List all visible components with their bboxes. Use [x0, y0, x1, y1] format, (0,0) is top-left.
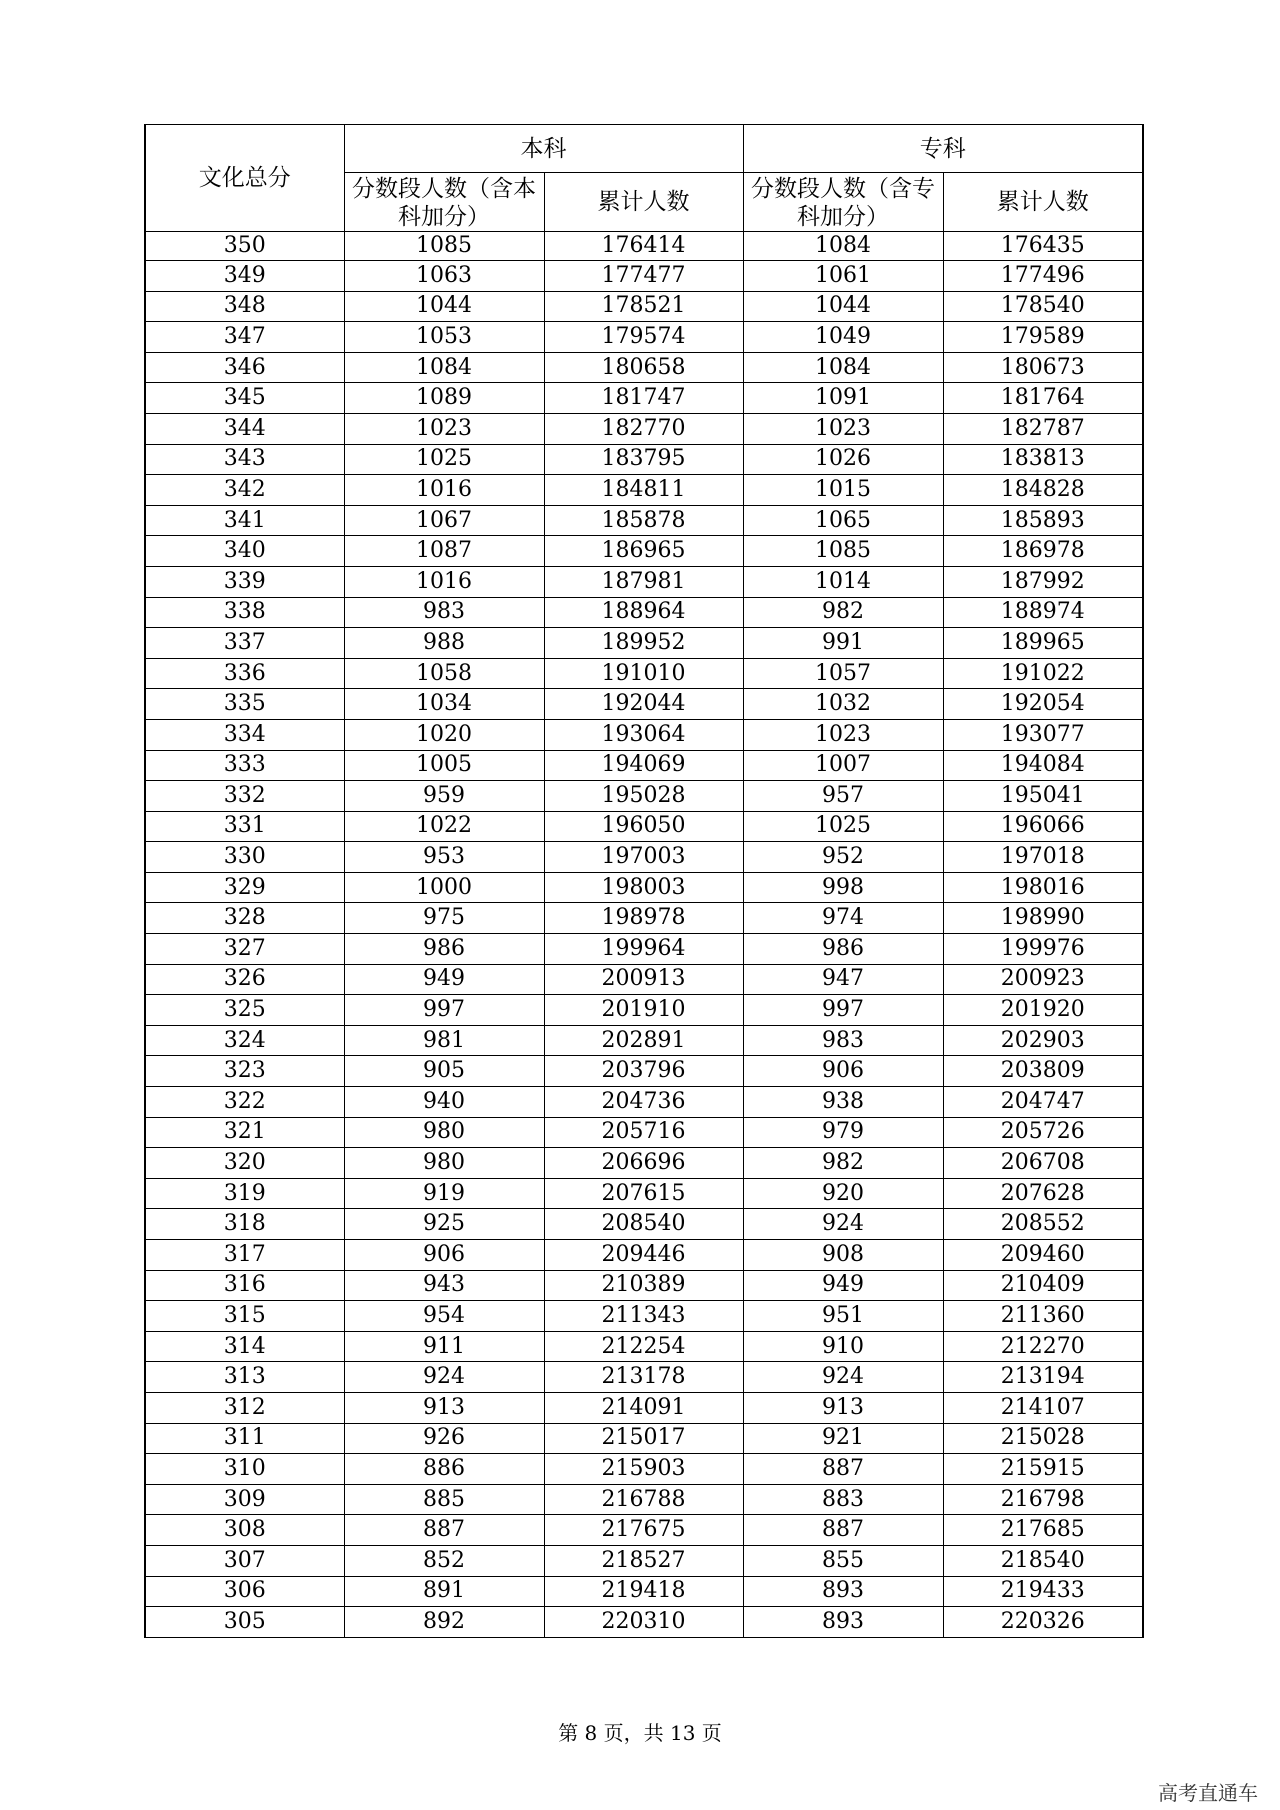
- cell-junior-college-count: 1026: [743, 444, 943, 475]
- cell-junior-college-count: 1007: [743, 750, 943, 781]
- cell-score: 337: [145, 628, 344, 659]
- table-row: [145, 475, 1143, 506]
- header-junior-college-cumulative: 累计人数: [943, 173, 1143, 232]
- table-row: [145, 1454, 1143, 1485]
- cell-undergraduate-cumulative: 200913: [544, 964, 743, 995]
- cell-score: 325: [145, 995, 344, 1026]
- cell-junior-college-cumulative: 184828: [943, 475, 1143, 506]
- cell-score: 309: [145, 1484, 344, 1515]
- cell-score: 347: [145, 322, 344, 353]
- table-row: [145, 872, 1143, 903]
- cell-undergraduate-count: 887: [344, 1515, 544, 1546]
- cell-junior-college-cumulative: 194084: [943, 750, 1143, 781]
- cell-junior-college-count: 855: [743, 1545, 943, 1576]
- cell-junior-college-count: 991: [743, 628, 943, 659]
- cell-junior-college-count: 1065: [743, 505, 943, 536]
- cell-score: 344: [145, 413, 344, 444]
- cell-undergraduate-cumulative: 203796: [544, 1056, 743, 1087]
- table-row: [145, 1484, 1143, 1515]
- cell-undergraduate-count: 924: [344, 1362, 544, 1393]
- cell-undergraduate-cumulative: 180658: [544, 352, 743, 383]
- cell-undergraduate-cumulative: 197003: [544, 842, 743, 873]
- cell-score: 324: [145, 1025, 344, 1056]
- cell-undergraduate-count: 1020: [344, 719, 544, 750]
- table-row: [145, 1576, 1143, 1607]
- cell-junior-college-cumulative: 207628: [943, 1178, 1143, 1209]
- cell-junior-college-cumulative: 195041: [943, 781, 1143, 812]
- cell-undergraduate-cumulative: 189952: [544, 628, 743, 659]
- table-row: [145, 1270, 1143, 1301]
- cell-junior-college-cumulative: 200923: [943, 964, 1143, 995]
- cell-undergraduate-count: 986: [344, 934, 544, 965]
- cell-junior-college-count: 998: [743, 872, 943, 903]
- cell-junior-college-cumulative: 198990: [943, 903, 1143, 934]
- cell-undergraduate-count: 980: [344, 1117, 544, 1148]
- cell-undergraduate-cumulative: 198003: [544, 872, 743, 903]
- cell-undergraduate-count: 1034: [344, 689, 544, 720]
- cell-junior-college-cumulative: 217685: [943, 1515, 1143, 1546]
- header-score: 文化总分: [145, 125, 344, 232]
- cell-undergraduate-count: 1053: [344, 322, 544, 353]
- cell-score: 322: [145, 1087, 344, 1118]
- table-row: [145, 413, 1143, 444]
- cell-score: 343: [145, 444, 344, 475]
- cell-junior-college-cumulative: 180673: [943, 352, 1143, 383]
- cell-score: 339: [145, 566, 344, 597]
- table-row: [145, 383, 1143, 414]
- cell-undergraduate-cumulative: 208540: [544, 1209, 743, 1240]
- cell-junior-college-cumulative: 176435: [943, 232, 1143, 261]
- cell-junior-college-count: 951: [743, 1301, 943, 1332]
- cell-junior-college-cumulative: 177496: [943, 261, 1143, 292]
- cell-junior-college-cumulative: 208552: [943, 1209, 1143, 1240]
- cell-undergraduate-cumulative: 177477: [544, 261, 743, 292]
- header-undergraduate-cumulative: 累计人数: [544, 173, 743, 232]
- cell-undergraduate-count: 913: [344, 1392, 544, 1423]
- cell-undergraduate-count: 925: [344, 1209, 544, 1240]
- cell-undergraduate-cumulative: 202891: [544, 1025, 743, 1056]
- cell-undergraduate-cumulative: 213178: [544, 1362, 743, 1393]
- cell-undergraduate-cumulative: 199964: [544, 934, 743, 965]
- cell-undergraduate-count: 943: [344, 1270, 544, 1301]
- cell-score: 340: [145, 536, 344, 567]
- cell-score: 308: [145, 1515, 344, 1546]
- cell-junior-college-cumulative: 199976: [943, 934, 1143, 965]
- cell-score: 336: [145, 658, 344, 689]
- cell-undergraduate-count: 983: [344, 597, 544, 628]
- table-row: [145, 1117, 1143, 1148]
- table-row: [145, 1515, 1143, 1546]
- table-row: [145, 1545, 1143, 1576]
- cell-junior-college-count: 952: [743, 842, 943, 873]
- cell-junior-college-cumulative: 178540: [943, 291, 1143, 322]
- cell-undergraduate-cumulative: 182770: [544, 413, 743, 444]
- table-row: [145, 597, 1143, 628]
- watermark: 高考直通车: [1158, 1781, 1258, 1805]
- cell-undergraduate-count: 940: [344, 1087, 544, 1118]
- cell-junior-college-count: 982: [743, 597, 943, 628]
- cell-junior-college-count: 887: [743, 1515, 943, 1546]
- table-row: [145, 352, 1143, 383]
- table-row: [145, 1209, 1143, 1240]
- score-distribution-table: [144, 124, 1144, 1638]
- cell-undergraduate-count: 954: [344, 1301, 544, 1332]
- cell-junior-college-count: 1023: [743, 719, 943, 750]
- cell-score: 341: [145, 505, 344, 536]
- cell-undergraduate-cumulative: 184811: [544, 475, 743, 506]
- cell-junior-college-cumulative: 205726: [943, 1117, 1143, 1148]
- cell-score: 338: [145, 597, 344, 628]
- table-row: [145, 1148, 1143, 1179]
- table-row: [145, 995, 1143, 1026]
- cell-undergraduate-cumulative: 209446: [544, 1240, 743, 1271]
- cell-junior-college-cumulative: 211360: [943, 1301, 1143, 1332]
- cell-junior-college-cumulative: 204747: [943, 1087, 1143, 1118]
- table-row: [145, 811, 1143, 842]
- table-row: [145, 444, 1143, 475]
- cell-score: 333: [145, 750, 344, 781]
- cell-undergraduate-cumulative: 178521: [544, 291, 743, 322]
- cell-undergraduate-cumulative: 210389: [544, 1270, 743, 1301]
- table-row: [145, 628, 1143, 659]
- cell-junior-college-count: 982: [743, 1148, 943, 1179]
- cell-undergraduate-cumulative: 198978: [544, 903, 743, 934]
- cell-undergraduate-count: 885: [344, 1484, 544, 1515]
- cell-undergraduate-count: 1022: [344, 811, 544, 842]
- cell-junior-college-cumulative: 179589: [943, 322, 1143, 353]
- cell-junior-college-count: 986: [743, 934, 943, 965]
- cell-junior-college-count: 1091: [743, 383, 943, 414]
- cell-score: 318: [145, 1209, 344, 1240]
- cell-undergraduate-count: 975: [344, 903, 544, 934]
- cell-score: 327: [145, 934, 344, 965]
- cell-score: 345: [145, 383, 344, 414]
- cell-junior-college-count: 1084: [743, 352, 943, 383]
- cell-undergraduate-count: 906: [344, 1240, 544, 1271]
- cell-score: 319: [145, 1178, 344, 1209]
- table-row: [145, 536, 1143, 567]
- cell-junior-college-cumulative: 206708: [943, 1148, 1143, 1179]
- cell-undergraduate-cumulative: 211343: [544, 1301, 743, 1332]
- cell-undergraduate-count: 852: [344, 1545, 544, 1576]
- cell-junior-college-count: 910: [743, 1331, 943, 1362]
- cell-undergraduate-cumulative: 218527: [544, 1545, 743, 1576]
- cell-undergraduate-cumulative: 219418: [544, 1576, 743, 1607]
- cell-undergraduate-cumulative: 215017: [544, 1423, 743, 1454]
- cell-score: 316: [145, 1270, 344, 1301]
- cell-undergraduate-cumulative: 204736: [544, 1087, 743, 1118]
- cell-undergraduate-cumulative: 205716: [544, 1117, 743, 1148]
- cell-junior-college-cumulative: 186978: [943, 536, 1143, 567]
- cell-undergraduate-cumulative: 206696: [544, 1148, 743, 1179]
- table-row: [145, 719, 1143, 750]
- table-row: [145, 750, 1143, 781]
- cell-score: 329: [145, 872, 344, 903]
- cell-junior-college-count: 906: [743, 1056, 943, 1087]
- cell-junior-college-count: 921: [743, 1423, 943, 1454]
- cell-undergraduate-cumulative: 183795: [544, 444, 743, 475]
- cell-junior-college-cumulative: 212270: [943, 1331, 1143, 1362]
- table-row: [145, 1423, 1143, 1454]
- table-row: [145, 781, 1143, 812]
- table-row: [145, 291, 1143, 322]
- table-row: [145, 964, 1143, 995]
- cell-junior-college-cumulative: 196066: [943, 811, 1143, 842]
- cell-junior-college-count: 883: [743, 1484, 943, 1515]
- cell-undergraduate-cumulative: 216788: [544, 1484, 743, 1515]
- cell-undergraduate-count: 926: [344, 1423, 544, 1454]
- cell-undergraduate-cumulative: 191010: [544, 658, 743, 689]
- table-row: [145, 689, 1143, 720]
- cell-junior-college-count: 1057: [743, 658, 943, 689]
- cell-score: 330: [145, 842, 344, 873]
- table-row: [145, 232, 1143, 261]
- cell-undergraduate-cumulative: 217675: [544, 1515, 743, 1546]
- table-row: [145, 1087, 1143, 1118]
- cell-junior-college-count: 947: [743, 964, 943, 995]
- cell-undergraduate-count: 1084: [344, 352, 544, 383]
- cell-junior-college-cumulative: 203809: [943, 1056, 1143, 1087]
- cell-undergraduate-cumulative: 187981: [544, 566, 743, 597]
- table-row: [145, 322, 1143, 353]
- cell-junior-college-count: 924: [743, 1362, 943, 1393]
- cell-junior-college-cumulative: 187992: [943, 566, 1143, 597]
- table-row: [145, 1362, 1143, 1393]
- cell-junior-college-cumulative: 191022: [943, 658, 1143, 689]
- cell-score: 320: [145, 1148, 344, 1179]
- cell-junior-college-count: 949: [743, 1270, 943, 1301]
- cell-junior-college-count: 1084: [743, 232, 943, 261]
- cell-undergraduate-cumulative: 176414: [544, 232, 743, 261]
- cell-junior-college-cumulative: 197018: [943, 842, 1143, 873]
- cell-score: 331: [145, 811, 344, 842]
- cell-score: 332: [145, 781, 344, 812]
- cell-score: 349: [145, 261, 344, 292]
- table-header: [145, 125, 1143, 232]
- cell-undergraduate-cumulative: 214091: [544, 1392, 743, 1423]
- cell-junior-college-count: 1014: [743, 566, 943, 597]
- cell-junior-college-cumulative: 181764: [943, 383, 1143, 414]
- cell-undergraduate-count: 919: [344, 1178, 544, 1209]
- cell-undergraduate-count: 892: [344, 1607, 544, 1638]
- cell-junior-college-count: 974: [743, 903, 943, 934]
- cell-undergraduate-count: 1087: [344, 536, 544, 567]
- cell-undergraduate-count: 1016: [344, 566, 544, 597]
- cell-undergraduate-cumulative: 192044: [544, 689, 743, 720]
- cell-undergraduate-count: 886: [344, 1454, 544, 1485]
- cell-junior-college-cumulative: 219433: [943, 1576, 1143, 1607]
- cell-junior-college-cumulative: 202903: [943, 1025, 1143, 1056]
- cell-undergraduate-cumulative: 186965: [544, 536, 743, 567]
- cell-junior-college-count: 924: [743, 1209, 943, 1240]
- cell-undergraduate-count: 1016: [344, 475, 544, 506]
- cell-undergraduate-count: 959: [344, 781, 544, 812]
- cell-undergraduate-cumulative: 193064: [544, 719, 743, 750]
- cell-junior-college-count: 893: [743, 1607, 943, 1638]
- cell-undergraduate-cumulative: 220310: [544, 1607, 743, 1638]
- cell-undergraduate-cumulative: 207615: [544, 1178, 743, 1209]
- cell-junior-college-cumulative: 193077: [943, 719, 1143, 750]
- cell-score: 348: [145, 291, 344, 322]
- table-row: [145, 1607, 1143, 1638]
- cell-junior-college-cumulative: 215915: [943, 1454, 1143, 1485]
- cell-score: 314: [145, 1331, 344, 1362]
- cell-undergraduate-count: 1085: [344, 232, 544, 261]
- cell-undergraduate-cumulative: 212254: [544, 1331, 743, 1362]
- cell-junior-college-count: 983: [743, 1025, 943, 1056]
- cell-score: 346: [145, 352, 344, 383]
- cell-undergraduate-cumulative: 194069: [544, 750, 743, 781]
- cell-score: 312: [145, 1392, 344, 1423]
- header-junior-college: 专科: [743, 125, 1143, 173]
- cell-junior-college-count: 1015: [743, 475, 943, 506]
- cell-junior-college-count: 1061: [743, 261, 943, 292]
- cell-junior-college-count: 1025: [743, 811, 943, 842]
- cell-junior-college-cumulative: 218540: [943, 1545, 1143, 1576]
- cell-score: 305: [145, 1607, 344, 1638]
- cell-score: 317: [145, 1240, 344, 1271]
- cell-junior-college-cumulative: 182787: [943, 413, 1143, 444]
- cell-undergraduate-count: 1058: [344, 658, 544, 689]
- cell-undergraduate-count: 1000: [344, 872, 544, 903]
- cell-score: 335: [145, 689, 344, 720]
- cell-junior-college-cumulative: 209460: [943, 1240, 1143, 1271]
- cell-undergraduate-cumulative: 179574: [544, 322, 743, 353]
- cell-undergraduate-cumulative: 201910: [544, 995, 743, 1026]
- cell-junior-college-cumulative: 210409: [943, 1270, 1143, 1301]
- cell-junior-college-count: 1032: [743, 689, 943, 720]
- cell-undergraduate-count: 1067: [344, 505, 544, 536]
- cell-score: 306: [145, 1576, 344, 1607]
- cell-junior-college-count: 887: [743, 1454, 943, 1485]
- cell-undergraduate-count: 1063: [344, 261, 544, 292]
- cell-undergraduate-count: 1023: [344, 413, 544, 444]
- cell-junior-college-cumulative: 213194: [943, 1362, 1143, 1393]
- cell-undergraduate-cumulative: 196050: [544, 811, 743, 842]
- cell-undergraduate-count: 905: [344, 1056, 544, 1087]
- table-row: [145, 903, 1143, 934]
- cell-score: 342: [145, 475, 344, 506]
- table-row: [145, 566, 1143, 597]
- cell-junior-college-count: 938: [743, 1087, 943, 1118]
- cell-undergraduate-cumulative: 195028: [544, 781, 743, 812]
- cell-junior-college-count: 997: [743, 995, 943, 1026]
- cell-score: 350: [145, 232, 344, 261]
- cell-undergraduate-count: 1005: [344, 750, 544, 781]
- cell-score: 311: [145, 1423, 344, 1454]
- cell-junior-college-cumulative: 192054: [943, 689, 1143, 720]
- header-undergraduate-count: 分数段人数（含本科加分）: [344, 173, 544, 232]
- cell-score: 313: [145, 1362, 344, 1393]
- table-row: [145, 1392, 1143, 1423]
- cell-undergraduate-count: 891: [344, 1576, 544, 1607]
- cell-junior-college-count: 913: [743, 1392, 943, 1423]
- cell-undergraduate-cumulative: 215903: [544, 1454, 743, 1485]
- cell-junior-college-cumulative: 220326: [943, 1607, 1143, 1638]
- cell-junior-college-cumulative: 216798: [943, 1484, 1143, 1515]
- cell-score: 328: [145, 903, 344, 934]
- cell-undergraduate-cumulative: 188964: [544, 597, 743, 628]
- cell-undergraduate-count: 911: [344, 1331, 544, 1362]
- header-junior-college-count: 分数段人数（含专科加分）: [743, 173, 943, 232]
- cell-junior-college-cumulative: 201920: [943, 995, 1143, 1026]
- table-row: [145, 1301, 1143, 1332]
- cell-junior-college-cumulative: 198016: [943, 872, 1143, 903]
- cell-junior-college-count: 893: [743, 1576, 943, 1607]
- cell-score: 321: [145, 1117, 344, 1148]
- cell-undergraduate-count: 997: [344, 995, 544, 1026]
- cell-undergraduate-count: 1025: [344, 444, 544, 475]
- cell-junior-college-count: 1085: [743, 536, 943, 567]
- cell-junior-college-count: 908: [743, 1240, 943, 1271]
- table-row: [145, 1178, 1143, 1209]
- cell-junior-college-cumulative: 183813: [943, 444, 1143, 475]
- cell-junior-college-cumulative: 215028: [943, 1423, 1143, 1454]
- page-indicator: 第 8 页，共 13 页: [558, 1721, 722, 1745]
- cell-undergraduate-count: 980: [344, 1148, 544, 1179]
- cell-undergraduate-count: 988: [344, 628, 544, 659]
- table-body: [145, 232, 1143, 1638]
- cell-junior-college-cumulative: 188974: [943, 597, 1143, 628]
- cell-undergraduate-count: 1089: [344, 383, 544, 414]
- cell-junior-college-count: 979: [743, 1117, 943, 1148]
- cell-undergraduate-count: 1044: [344, 291, 544, 322]
- cell-score: 326: [145, 964, 344, 995]
- cell-undergraduate-cumulative: 181747: [544, 383, 743, 414]
- cell-junior-college-cumulative: 189965: [943, 628, 1143, 659]
- cell-score: 334: [145, 719, 344, 750]
- cell-undergraduate-cumulative: 185878: [544, 505, 743, 536]
- cell-score: 315: [145, 1301, 344, 1332]
- cell-junior-college-count: 1044: [743, 291, 943, 322]
- cell-undergraduate-count: 981: [344, 1025, 544, 1056]
- cell-junior-college-cumulative: 214107: [943, 1392, 1143, 1423]
- cell-junior-college-count: 957: [743, 781, 943, 812]
- table-row: [145, 934, 1143, 965]
- cell-score: 323: [145, 1056, 344, 1087]
- cell-undergraduate-count: 953: [344, 842, 544, 873]
- cell-junior-college-count: 920: [743, 1178, 943, 1209]
- cell-score: 307: [145, 1545, 344, 1576]
- cell-undergraduate-count: 949: [344, 964, 544, 995]
- cell-junior-college-cumulative: 185893: [943, 505, 1143, 536]
- cell-junior-college-count: 1049: [743, 322, 943, 353]
- cell-junior-college-count: 1023: [743, 413, 943, 444]
- table-row: [145, 1331, 1143, 1362]
- table-row: [145, 505, 1143, 536]
- table-row: [145, 658, 1143, 689]
- cell-score: 310: [145, 1454, 344, 1485]
- table-row: [145, 1240, 1143, 1271]
- table-row: [145, 842, 1143, 873]
- table-row: [145, 1056, 1143, 1087]
- table-row: [145, 261, 1143, 292]
- header-undergraduate: 本科: [344, 125, 743, 173]
- table-row: [145, 1025, 1143, 1056]
